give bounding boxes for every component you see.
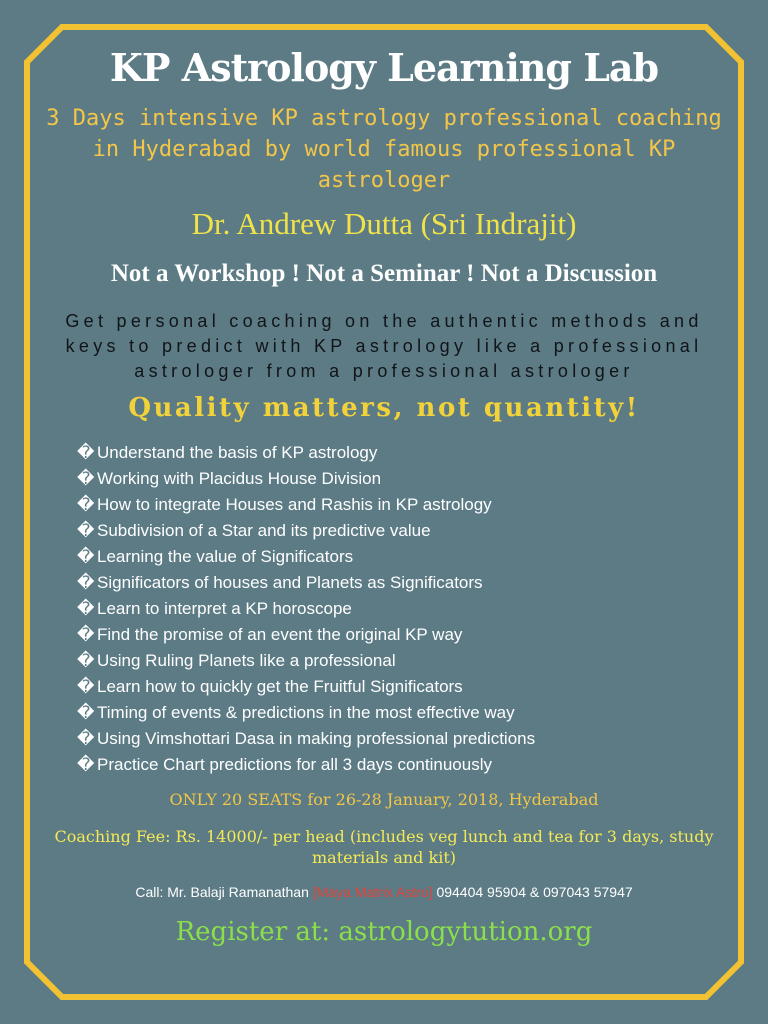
list-item: � Understand the basis of KP astrology <box>77 440 728 466</box>
bullet-icon: � <box>77 651 95 670</box>
register-link[interactable]: Register at: astrologytution.org <box>175 917 593 947</box>
contact-prefix: Call: Mr. Balaji Ramanathan <box>135 884 309 900</box>
bullet-icon: � <box>77 469 95 488</box>
bullet-icon: � <box>77 521 95 540</box>
bullet-icon: � <box>77 547 95 566</box>
list-item: � Using Vimshottari Dasa in making professional predictions <box>77 726 728 752</box>
bullet-icon: � <box>77 625 95 644</box>
not-workshop-heading: Not a Workshop ! Not a Seminar ! Not a Discussion <box>110 260 658 287</box>
list-item: � Learn to interpret a KP horoscope <box>77 596 728 622</box>
contact-line <box>40 882 728 902</box>
list-item: � Working with Placidus House Division <box>77 466 728 492</box>
bullet-icon: � <box>77 677 95 696</box>
bullet-icon: � <box>77 495 95 514</box>
bullet-icon: � <box>77 573 95 592</box>
flyer-content <box>40 40 728 948</box>
list-item: � Learn how to quickly get the Fruitful Significators <box>77 674 728 700</box>
instructor-name: Dr. Andrew Dutta (Sri Indrajit) <box>191 206 577 241</box>
list-item: � How to integrate Houses and Rashis in KP astrology <box>77 492 728 518</box>
contact-org: [Maya Matrix Astro] <box>312 884 433 900</box>
list-item: � Timing of events & predictions in the most effective way <box>77 700 728 726</box>
coaching-fee: Coaching Fee: Rs. 14000/- per head (includes veg lunch and tea for 3 days, study materials and kit) <box>54 827 714 867</box>
seats-notice: ONLY 20 SEATS for 26-28 January, 2018, Hyderabad <box>169 790 599 809</box>
bullet-icon: � <box>77 599 95 618</box>
coaching-description: Get personal coaching on the authentic methods and keys to predict with KP astrology like a professional astrologer from a professional astrologer <box>65 311 703 381</box>
list-item: � Practice Chart predictions for all 3 days continuously <box>77 752 728 778</box>
bullet-icon: � <box>77 703 95 722</box>
list-item: � Using Ruling Planets like a professional <box>77 648 728 674</box>
list-item: � Subdivision of a Star and its predictive value <box>77 518 728 544</box>
bullet-icon: � <box>77 729 95 748</box>
bullet-icon: � <box>77 755 95 774</box>
quality-tagline: Quality matters, not quantity! <box>128 393 640 423</box>
contact-phones: 094404 95904 & 097043 57947 <box>436 884 633 900</box>
page-title: KP Astrology Learning Lab <box>109 45 659 90</box>
list-item: � Significators of houses and Planets as Significators <box>77 570 728 596</box>
subtitle: 3 Days intensive KP astrology professional coaching in Hyderabad by world famous professional KP astrologer <box>46 106 722 193</box>
topic-list <box>77 440 728 778</box>
bullet-icon: � <box>77 443 95 462</box>
list-item: � Learning the value of Significators <box>77 544 728 570</box>
list-item: � Find the promise of an event the original KP way <box>77 622 728 648</box>
